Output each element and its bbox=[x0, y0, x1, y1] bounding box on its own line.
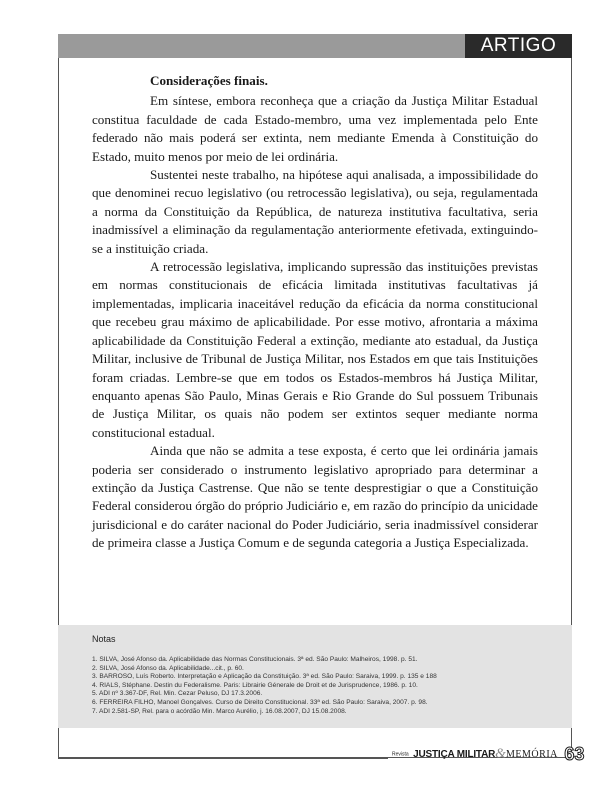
footnote: 7. ADI 2.581-SP, Rel. para o acórdão Min. Marco Aurélio, j. 16.08.2007, DJ 15.08.2008. bbox=[92, 707, 347, 715]
footer-journal-name: JUSTIÇA MILITAR bbox=[413, 749, 496, 760]
article-body bbox=[92, 72, 538, 553]
footer-ampersand: & bbox=[495, 746, 507, 762]
notes-title: Notas bbox=[92, 634, 116, 644]
footnote: 5. ADI nº 3.367-DF, Rel. Min. Cezar Peluso, DJ 17.3.2006. bbox=[92, 690, 263, 698]
paragraph: Em síntese, embora reconheça que a criação da Justiça Militar Estadual constitua faculdade de cada Estado-membro, uma vez implementada pelo Ente federado não mais poderá ser extinta, nem mediante Emenda à Constituição do Estado, muito menos por meio de lei ordinária. bbox=[92, 93, 538, 164]
paragraph: Sustentei neste trabalho, na hipótese aqui analisada, a impossibilidade do que denominei recuo legislativo (ou retrocessão legislativa), ou seja, regulamentada a norma da Constituição da República, de natureza institutiva facultativa, seria inadmissível a eliminação da regulamentação anteriormente efetivada, extinguindo-se a instituição criada. bbox=[92, 167, 538, 256]
paragraph: A retrocessão legislativa, implicando supressão das instituições previstas em normas constitucionais de eficácia limitada institutivas facultativas já implementadas, implicaria inaceitável redução da eficácia da norma constitucional que recebeu grau máximo de aplicabilidade. Por esse motivo, afrontaria a máxima aplicabilidade da Constituição Federal a extinção, mediante ato estadual, da Justiça Militar, inclusive de Tribunal de Justiça Militar, nos Estados em que tais Instituições foram criadas. Lembre-se que em todos os Estados-membros há Justiça Militar, enquanto apenas São Paulo, Minas Gerais e Rio Grande do Sul possuem Tribunais de Justiça Militar, os quais não podem ser extintos sequer mediante norma constitucional estadual. bbox=[92, 259, 538, 440]
footnote: 6. FERREIRA FILHO, Manoel Gonçalves. Curso de Direito Constitucional. 33ª ed. São Paulo: Saraiva, 2007. p. 98. bbox=[92, 698, 428, 706]
footer-memoria: MEMÓRIA bbox=[506, 749, 558, 760]
paragraph: Ainda que não se admita a tese exposta, é certo que lei ordinária jamais poderia ser considerado o instrumento legislativo apropriado para determinar a extinção da Justiça Castrense. Que não se tente desprestigiar o que a Constituição Federal considerou órgão do próprio Judiciário e, em razão do princípio da unicidade jurisdicional e do caráter nacional do Poder Judiciário, seria inadmissível considerar de primeira classe a Justiça Comum e de segunda categoria a Justiça Especializada. bbox=[92, 443, 538, 551]
footnote: 4. RIALS, Stéphane. Destin du Federalisme. Paris: Librairie Génerale de Droit et de Jurisprudence, 1986. p. 10. bbox=[92, 681, 418, 689]
section-heading: Considerações finais. bbox=[150, 73, 268, 88]
page-number: 63 bbox=[564, 744, 585, 764]
footnote: 1. SILVA, José Afonso da. Aplicabilidade das Normas Constitucionais. 3ª ed. São Paulo: Malheiros, 1998. p. 51. bbox=[92, 656, 418, 663]
footer-rule bbox=[58, 758, 388, 759]
footnote: 2. SILVA, José Afonso da. Aplicabilidade...cit., p. 60. bbox=[92, 664, 244, 672]
notes-list bbox=[92, 656, 532, 716]
journal-footer bbox=[392, 744, 584, 766]
footnote: 3. BARROSO, Luís Roberto. Interpretação e Aplicação da Constituição. 3ª ed. São Paulo: Saraiva, 1999. p. 135 e 188 bbox=[92, 673, 437, 681]
footer-revista: Revista bbox=[392, 751, 409, 758]
section-label: ARTIGO bbox=[465, 34, 572, 58]
